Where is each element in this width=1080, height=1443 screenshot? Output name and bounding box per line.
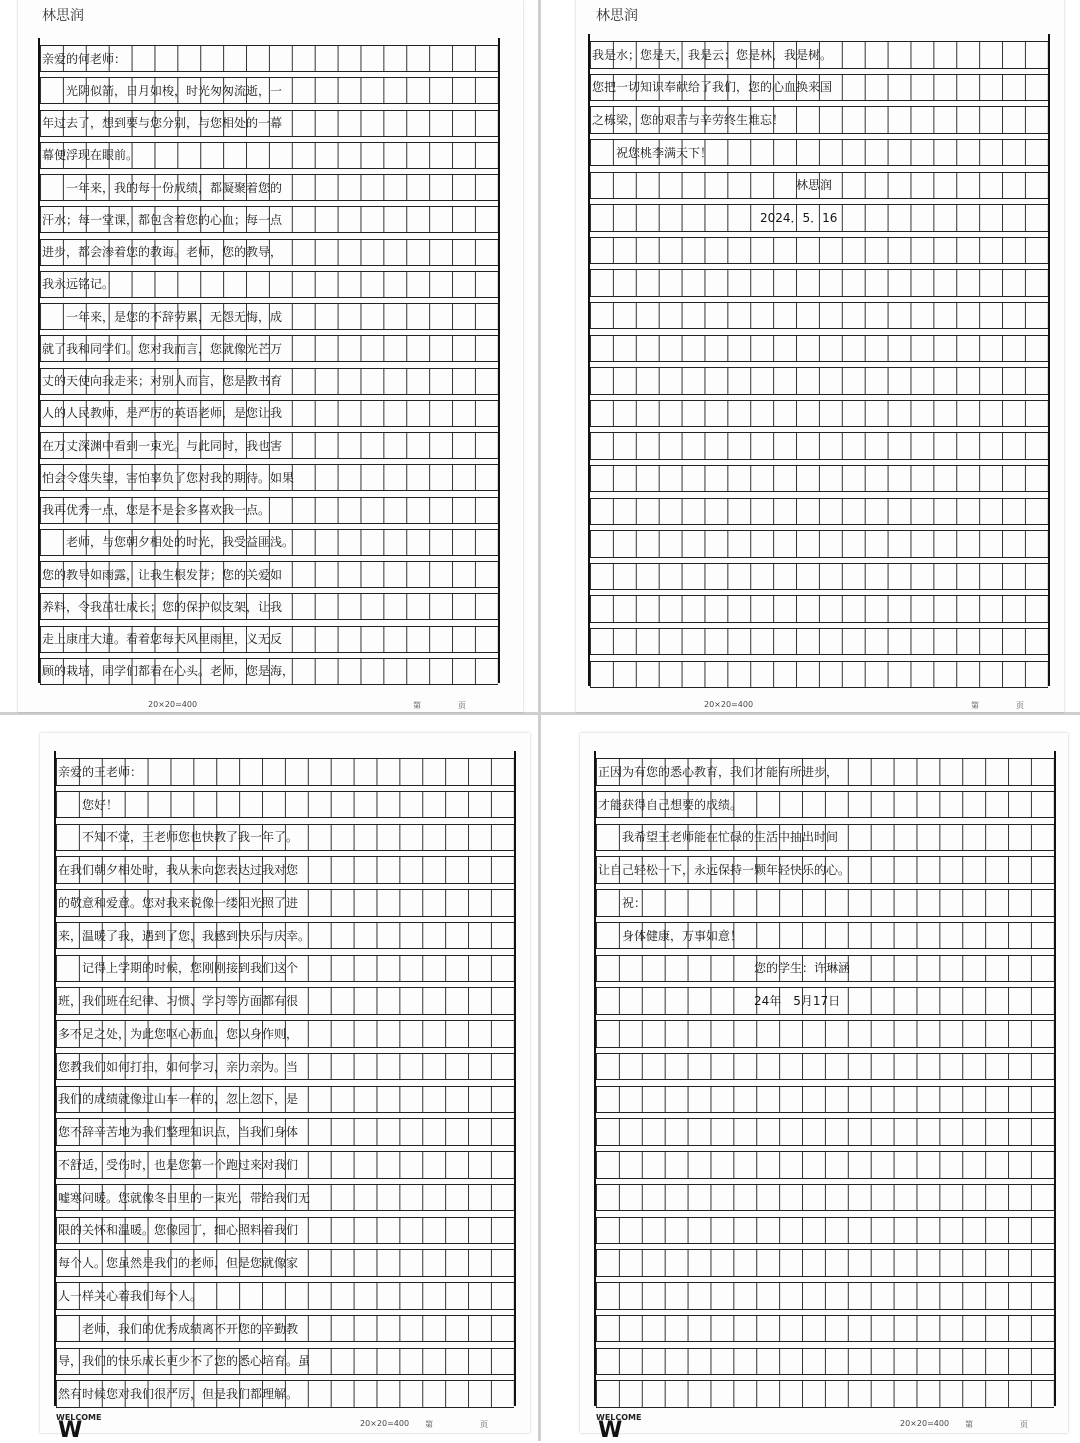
grid-row — [40, 77, 498, 104]
grid-row — [40, 529, 498, 556]
grid-row — [56, 856, 514, 884]
grid-spec-label: 20×20=400 — [900, 1419, 950, 1428]
handwritten-line: 一年来，我的每一份成绩，都凝聚着您的 — [42, 180, 283, 195]
handwritten-line: 记得上学期的时候，您刚刚接到我们这个 — [58, 961, 299, 976]
sheet-top-right — [576, 0, 1064, 712]
handwritten-line: 幕便浮现在眼前。 — [42, 148, 139, 163]
handwritten-line: 光阴似箭，日月如梭，时光匆匆流逝，一 — [42, 83, 283, 98]
grid-row — [596, 1020, 1054, 1048]
grid-row — [590, 172, 1048, 199]
grid-row — [56, 1151, 514, 1179]
page-label-prefix: 第 — [965, 1420, 973, 1429]
grid-row — [40, 497, 498, 524]
grid-row — [40, 335, 498, 362]
handwritten-line: 每个人。您虽然是我们的老师，但是您就像家 — [58, 1256, 299, 1271]
grid-row — [590, 563, 1048, 590]
page-label-suffix: 页 — [1016, 701, 1024, 710]
grid-row — [40, 303, 498, 330]
sheet-bottom-right — [580, 733, 1068, 1443]
handwritten-line: 在万丈深渊中看到一束光。与此同时，我也害 — [42, 438, 283, 453]
handwritten-line: 顾的栽培，同学们都看在心头。老师，您是海， — [42, 664, 295, 679]
handwritten-line: 来，温暖了我，遇到了您，我感到快乐与庆幸。 — [58, 928, 311, 943]
grid-row — [56, 955, 514, 983]
grid-row — [56, 987, 514, 1015]
brand-logo-mark: W — [598, 1418, 623, 1443]
grid-row — [596, 889, 1054, 917]
sheet-bottom-left — [40, 733, 530, 1443]
grid-row — [40, 206, 498, 233]
handwritten-line: 我再优秀一点，您是不是会多喜欢我一点。 — [42, 503, 271, 518]
brand-logo-mark: W — [58, 1418, 83, 1443]
handwritten-line: 班，我们班在纪律、习惯、学习等方面都有很 — [58, 994, 299, 1009]
writing-grid — [38, 38, 500, 683]
grid-row — [596, 922, 1054, 950]
handwritten-line: 汗水；每一堂课，都包含着您的心血；每一点 — [42, 212, 283, 227]
grid-row — [56, 1118, 514, 1146]
handwritten-line: 年过去了，想到要与您分别，与您相处的一幕 — [42, 116, 283, 131]
grid-row — [590, 661, 1048, 688]
sheet-header-author: 林思润 — [596, 8, 638, 24]
grid-row — [40, 464, 498, 491]
grid-row — [56, 791, 514, 819]
page-label-prefix: 第 — [425, 1420, 433, 1429]
brand-logo-text: WELCOME — [56, 1413, 102, 1422]
grid-row — [590, 74, 1048, 101]
writing-grid — [594, 751, 1056, 1406]
grid-row — [596, 1315, 1054, 1343]
grid-row — [40, 626, 498, 653]
handwritten-line: 老师，与您朝夕相处的时光，我受益匪浅。 — [42, 535, 295, 550]
sheet-header-author: 林思润 — [42, 8, 84, 24]
handwritten-line: 我们的成绩就像过山车一样的，忽上忽下，是 — [58, 1092, 299, 1107]
handwritten-line: 您不辞辛苦地为我们整理知识点，当我们身体 — [58, 1125, 299, 1140]
grid-row — [590, 628, 1048, 655]
handwritten-line: 老师，我们的优秀成绩离不开您的辛勤教 — [58, 1321, 299, 1336]
grid-row — [596, 1282, 1054, 1310]
grid-row — [590, 41, 1048, 68]
grid-row — [590, 530, 1048, 557]
grid-row — [596, 1249, 1054, 1277]
handwritten-line: 丈的天使向我走来；对别人而言，您是教书育 — [42, 374, 283, 389]
grid-row — [596, 1217, 1054, 1245]
grid-row — [596, 791, 1054, 819]
grid-row — [40, 432, 498, 459]
handwritten-line: 不知不觉，王老师您也快教了我一年了。 — [58, 830, 299, 845]
handwritten-line: 养料，令我茁壮成长；您的保护似支架，让我 — [42, 599, 283, 614]
page-divider-vertical — [538, 0, 541, 1441]
handwritten-line: 正因为有您的悉心教育，我们才能有所进步， — [598, 764, 839, 779]
grid-row — [56, 758, 514, 786]
grid-row — [590, 595, 1048, 622]
grid-row — [590, 106, 1048, 133]
handwritten-line: 您的教导如雨露，让我生根发芽；您的关爱如 — [42, 567, 283, 582]
handwritten-line: 的敬意和爱意。您对我来说像一缕阳光照了进 — [58, 895, 299, 910]
handwritten-line: 人的人民教师，是严厉的英语老师，是您让我 — [42, 406, 283, 421]
handwritten-line: 身体健康，万事如意！ — [598, 928, 743, 943]
grid-row — [56, 1217, 514, 1245]
handwritten-line: 让自己轻松一下，永远保持一颗年轻快乐的心。 — [598, 863, 851, 878]
handwritten-line: 一年来，是您的不辞劳累，无怨无悔，成 — [42, 309, 283, 324]
grid-row — [56, 824, 514, 852]
handwritten-line: 您的学生：许琳涵 — [598, 961, 851, 976]
handwritten-line: 嘘寒问暖。您就像冬日里的一束光，带给我们无 — [58, 1190, 311, 1205]
grid-row — [40, 142, 498, 169]
grid-row — [40, 239, 498, 266]
grid-row — [590, 139, 1048, 166]
grid-row — [56, 1348, 514, 1376]
grid-row — [596, 1348, 1054, 1376]
grid-row — [590, 367, 1048, 394]
handwritten-line: 您把一切知识奉献给了我们，您的心血换来国 — [592, 80, 833, 95]
page-label-prefix: 第 — [971, 701, 979, 710]
handwritten-line: 我希望王老师能在忙碌的生活中抽出时间 — [598, 830, 839, 845]
handwritten-line: 我永远铭记。 — [42, 277, 115, 292]
grid-row — [40, 368, 498, 395]
grid-row — [40, 400, 498, 427]
grid-row — [56, 1315, 514, 1343]
grid-row — [56, 1380, 514, 1408]
grid-row — [40, 561, 498, 588]
grid-row — [56, 922, 514, 950]
handwritten-line: 不舒适，受伤时，也是您第一个跑过来对我们 — [58, 1157, 299, 1172]
grid-spec-label: 20×20=400 — [704, 700, 754, 709]
grid-row — [596, 1151, 1054, 1179]
handwritten-line: 进步，都会渗着您的教诲。老师，您的教导， — [42, 245, 283, 260]
page-label-suffix: 页 — [458, 701, 466, 710]
grid-row — [596, 987, 1054, 1015]
page-label-suffix: 页 — [1020, 1420, 1028, 1429]
grid-row — [596, 1184, 1054, 1212]
handwritten-line: 然有时候您对我们很严厉，但是我们都理解。 — [58, 1387, 299, 1402]
handwritten-line: 24年 5月17日 — [598, 994, 841, 1009]
handwritten-line: 祝您桃李满天下！ — [592, 145, 713, 160]
grid-row — [590, 237, 1048, 264]
grid-row — [596, 1053, 1054, 1081]
grid-row — [596, 758, 1054, 786]
brand-logo-text: WELCOME — [596, 1413, 642, 1422]
grid-row — [590, 465, 1048, 492]
handwritten-line: 亲爱的何老师： — [42, 51, 127, 66]
page-label-suffix: 页 — [480, 1420, 488, 1429]
handwritten-line: 您教我们如何打扫，如何学习，亲力亲为。当 — [58, 1059, 299, 1074]
grid-row — [596, 955, 1054, 983]
grid-row — [40, 110, 498, 137]
grid-row — [40, 271, 498, 298]
grid-row — [40, 593, 498, 620]
handwritten-line: 林思润 — [592, 178, 833, 193]
grid-row — [590, 400, 1048, 427]
handwritten-line: 我是水；您是天，我是云；您是林，我是树。 — [592, 47, 833, 62]
grid-row — [56, 1086, 514, 1114]
grid-row — [596, 1118, 1054, 1146]
handwritten-line: 限的关怀和温暖。您像园丁，细心照料着我们 — [58, 1223, 299, 1238]
handwritten-line: 您好！ — [58, 797, 119, 812]
grid-row — [56, 889, 514, 917]
page-divider-horizontal — [0, 712, 1080, 715]
handwritten-line: 就了我和同学们。您对我而言，您就像光芒万 — [42, 341, 283, 356]
page-label-prefix: 第 — [413, 701, 421, 710]
grid-row — [40, 174, 498, 201]
sheet-top-left — [18, 0, 523, 712]
handwritten-line: 走上康庄大道。看着您每天风里雨里，义无反 — [42, 632, 283, 647]
grid-row — [596, 824, 1054, 852]
grid-spec-label: 20×20=400 — [148, 700, 198, 709]
handwritten-line: 导，我们的快乐成长更少不了您的悉心培育。虽 — [58, 1354, 311, 1369]
handwritten-line: 多不足之处，为此您呕心沥血，您以身作则， — [58, 1026, 299, 1041]
grid-row — [596, 1086, 1054, 1114]
handwritten-line: 在我们朝夕相处时，我从未向您表达过我对您 — [58, 863, 299, 878]
handwritten-line: 才能获得自己想要的成绩。 — [598, 797, 743, 812]
grid-row — [40, 658, 498, 685]
handwritten-line: 之栋梁，您的艰苦与辛劳终生难忘！ — [592, 113, 785, 128]
grid-row — [590, 302, 1048, 329]
grid-row — [596, 856, 1054, 884]
grid-row — [56, 1020, 514, 1048]
grid-row — [590, 498, 1048, 525]
grid-row — [590, 269, 1048, 296]
writing-grid — [588, 34, 1050, 686]
grid-row — [56, 1282, 514, 1310]
writing-grid — [54, 751, 516, 1406]
grid-row — [590, 432, 1048, 459]
grid-row — [590, 335, 1048, 362]
grid-row — [40, 45, 498, 72]
handwritten-line: 人一样关心着我们每个人。 — [58, 1288, 203, 1303]
grid-row — [590, 204, 1048, 231]
handwritten-line: 祝： — [598, 895, 647, 910]
handwritten-line: 2024．5．16 — [592, 210, 838, 225]
grid-spec-label: 20×20=400 — [360, 1419, 410, 1428]
handwritten-line: 怕会令您失望，害怕辜负了您对我的期待。如果 — [42, 470, 295, 485]
grid-row — [596, 1380, 1054, 1408]
grid-row — [56, 1184, 514, 1212]
grid-row — [56, 1249, 514, 1277]
handwritten-line: 亲爱的王老师： — [58, 764, 143, 779]
grid-row — [56, 1053, 514, 1081]
